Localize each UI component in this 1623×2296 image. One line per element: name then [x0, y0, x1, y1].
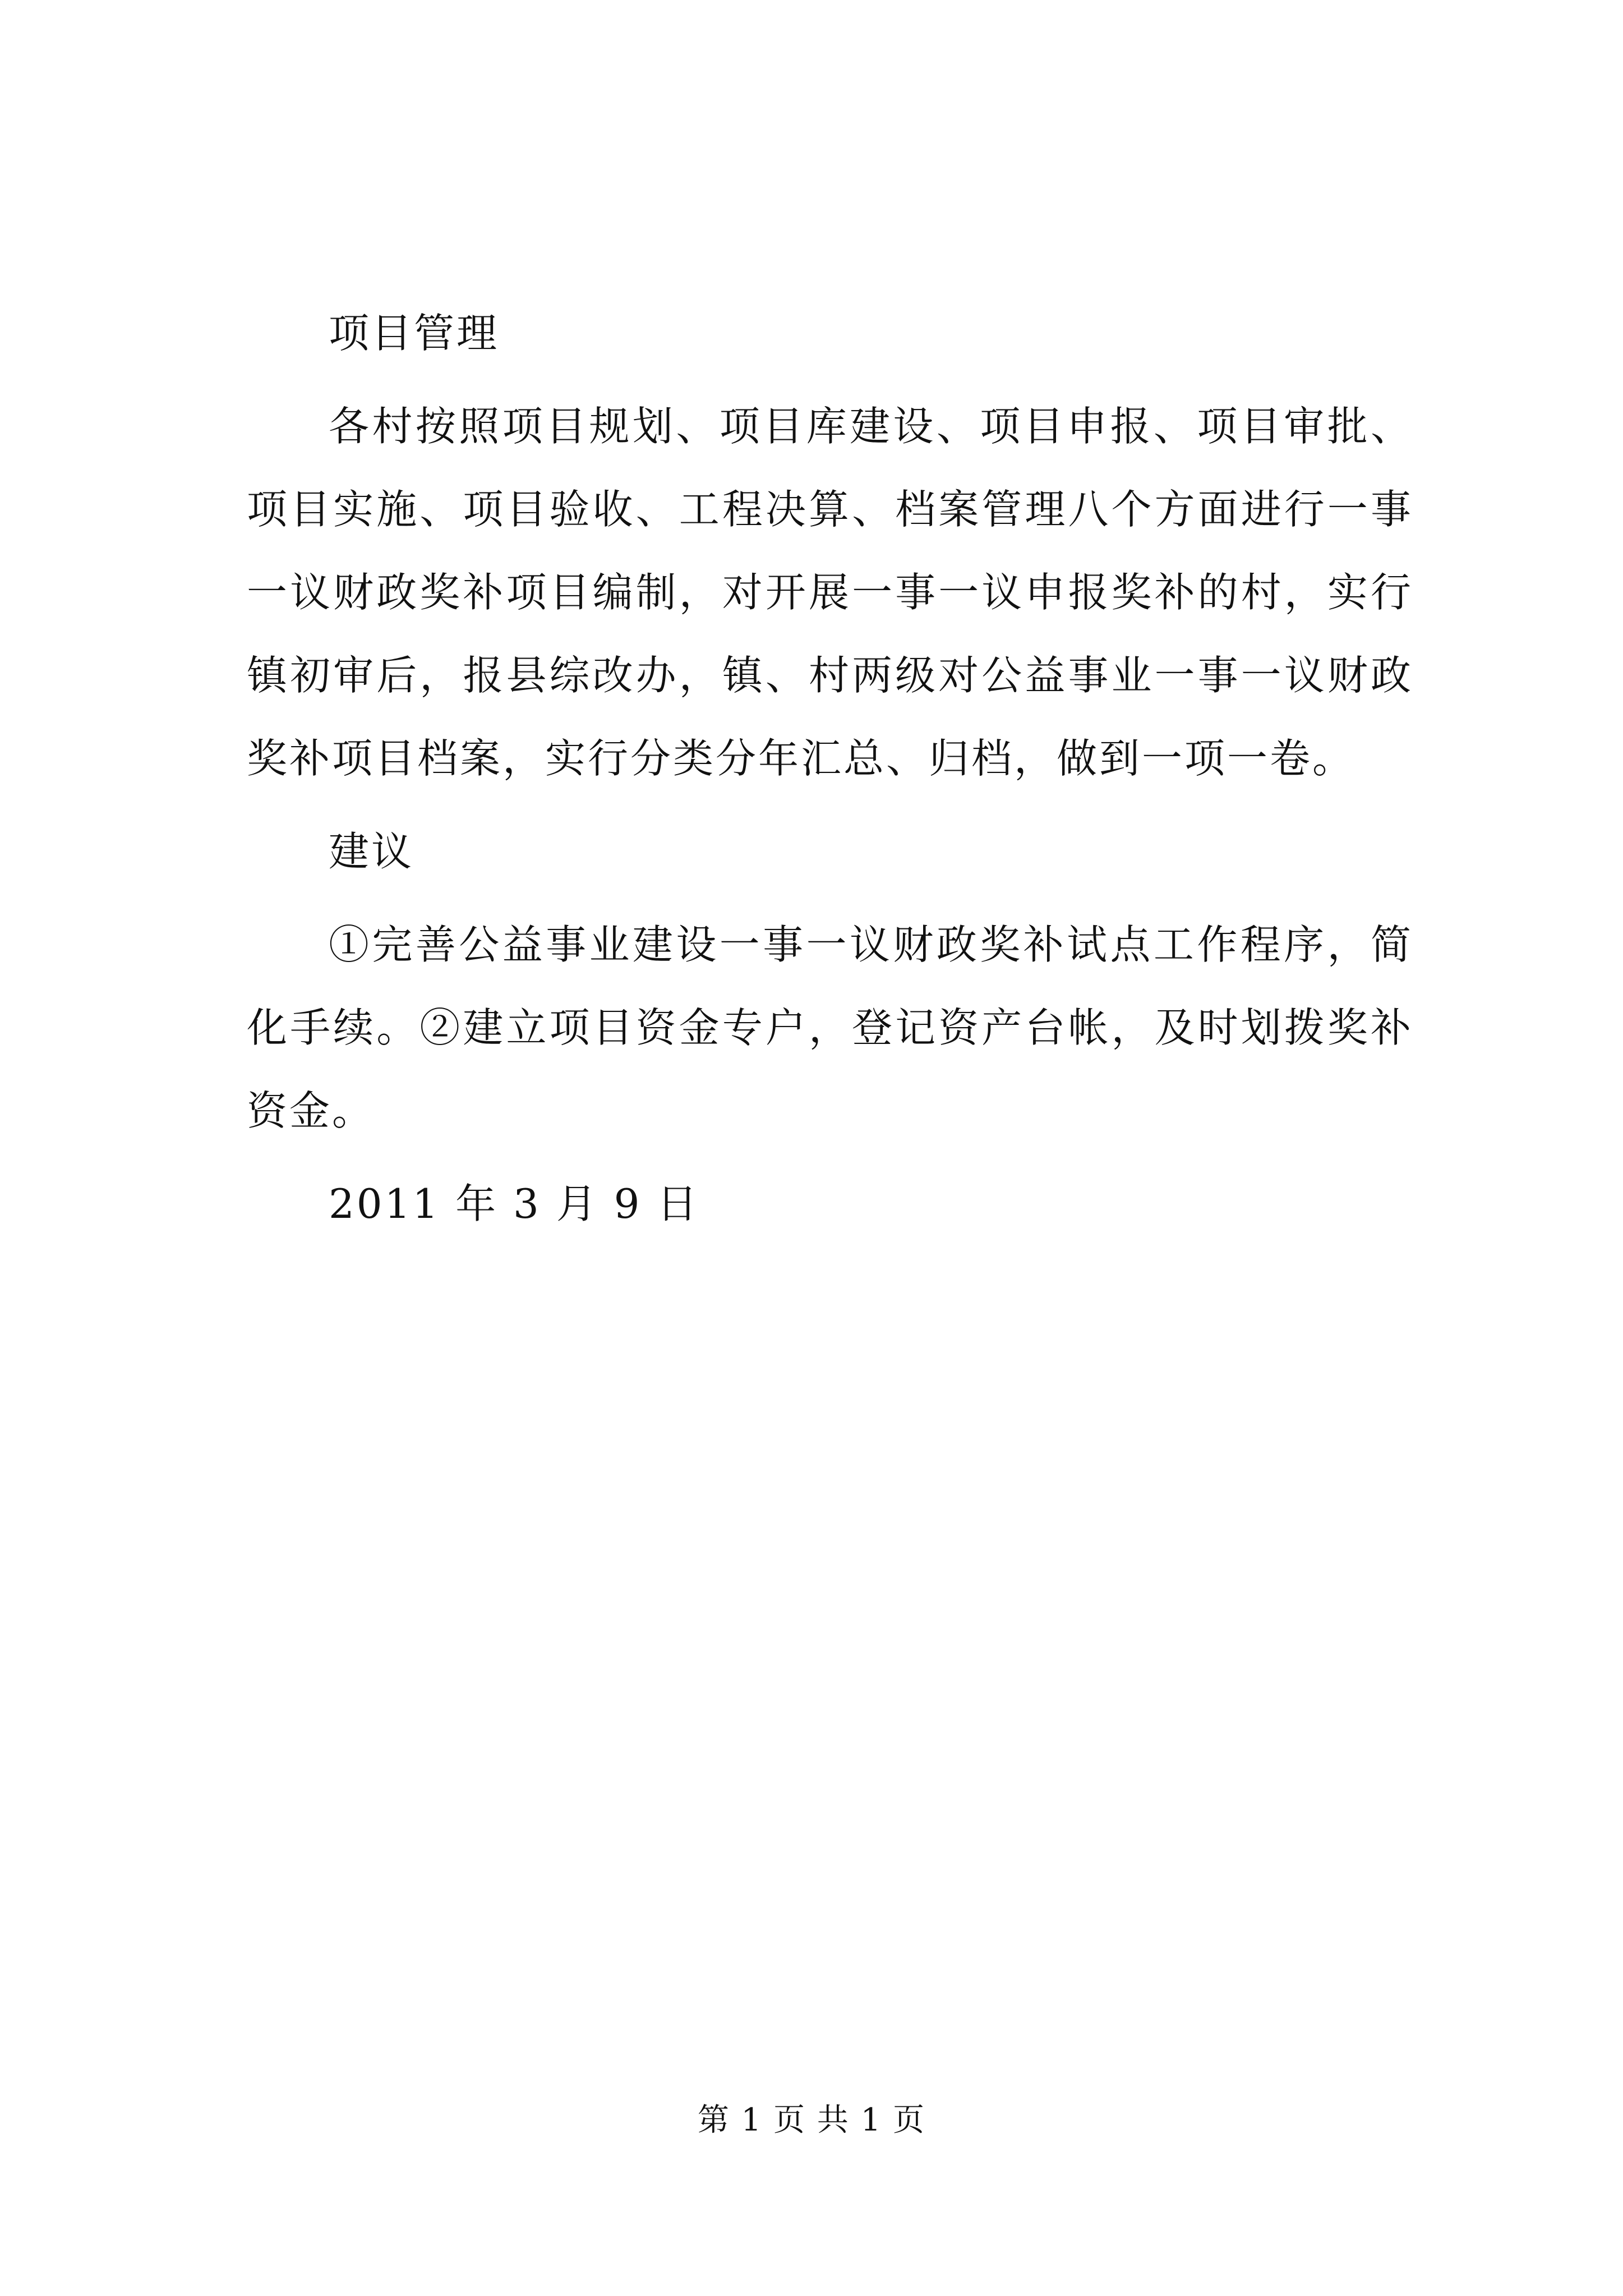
paragraph-project-management: 各村按照项目规划、项目库建设、项目申报、项目审批、项目实施、项目验收、工程决算、档案管理八个方面进行一事一议财政奖补项目编制，对开展一事一议申报奖补的村，实行镇初审后，报县综改办，镇、村两级对公益事业一事一议财政奖补项目档案，实行分类分年汇总、归档，做到一项一卷。	[247, 403, 1413, 782]
section-heading-suggestions: 建议	[329, 828, 414, 875]
section-heading-project-management: 项目管理	[329, 310, 500, 357]
page-number-footer: 第 1 页 共 1 页	[697, 2102, 926, 2138]
document-body	[247, 292, 1413, 1255]
paragraph-suggestions: ①完善公益事业建设一事一议财政奖补试点工作程序，简化手续。②建立项目资金专户，登记资产台帐，及时划拨奖补资金。	[247, 921, 1413, 1134]
document-date: 2011 年 3 月 9 日	[329, 1180, 700, 1227]
